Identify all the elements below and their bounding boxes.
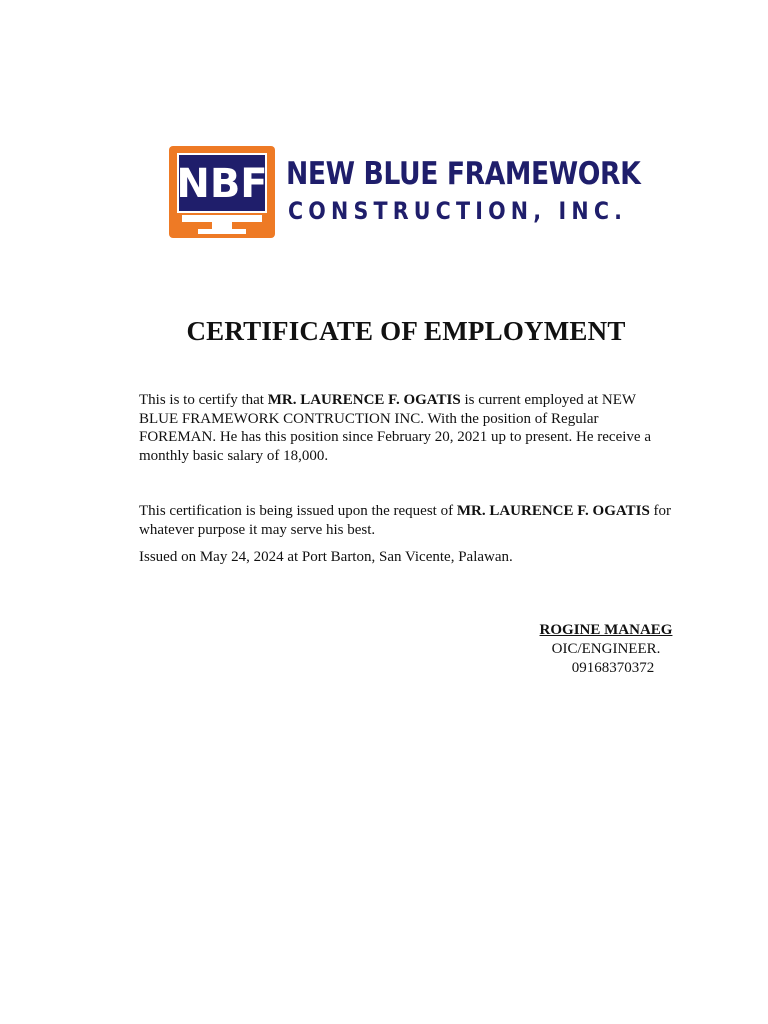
- certificate-title: CERTIFICATE OF EMPLOYMENT: [186, 316, 626, 346]
- certificate-paragraph-purpose: [139, 502, 674, 539]
- employee-name-repeat: MR. LAURENCE F. OGATIS: [456, 503, 650, 519]
- signatory-phone: 09168370372: [571, 660, 655, 676]
- employee-name: MR. LAURENCE F. OGATIS: [267, 392, 461, 408]
- signatory-name: ROGINE MANAEG: [539, 622, 673, 638]
- paragraph1-body: is current employed at NEW BLUE FRAMEWORK CONTRUCTION INC. With the position of Regular FOREMAN. He has this position since February 20, 2021 up to present. He receive a monthly basic salary of 18,000.: [139, 392, 651, 464]
- signatory-position: OIC/ENGINEER.: [551, 641, 661, 657]
- paragraph2-body: for whatever purpose it may serve his best.: [139, 503, 672, 538]
- certificate-paragraph-employment: [139, 391, 674, 465]
- company-logo: [168, 145, 648, 241]
- logo-monogram-text: NBF: [176, 161, 268, 207]
- signature-block: [520, 621, 692, 678]
- logo-company-name-line1: NEW BLUE FRAMEWORK: [286, 156, 641, 192]
- certificate-issue-date-place: Issued on May 24, 2024 at Port Barton, San Vicente, Palawan.: [139, 549, 513, 565]
- paragraph1-intro: This is to certify that: [139, 392, 268, 408]
- logo-company-name-line2: CONSTRUCTION, INC.: [288, 197, 628, 225]
- nbf-logo-mark: [168, 145, 276, 239]
- paragraph2-intro: This certification is being issued upon the request of: [139, 503, 457, 519]
